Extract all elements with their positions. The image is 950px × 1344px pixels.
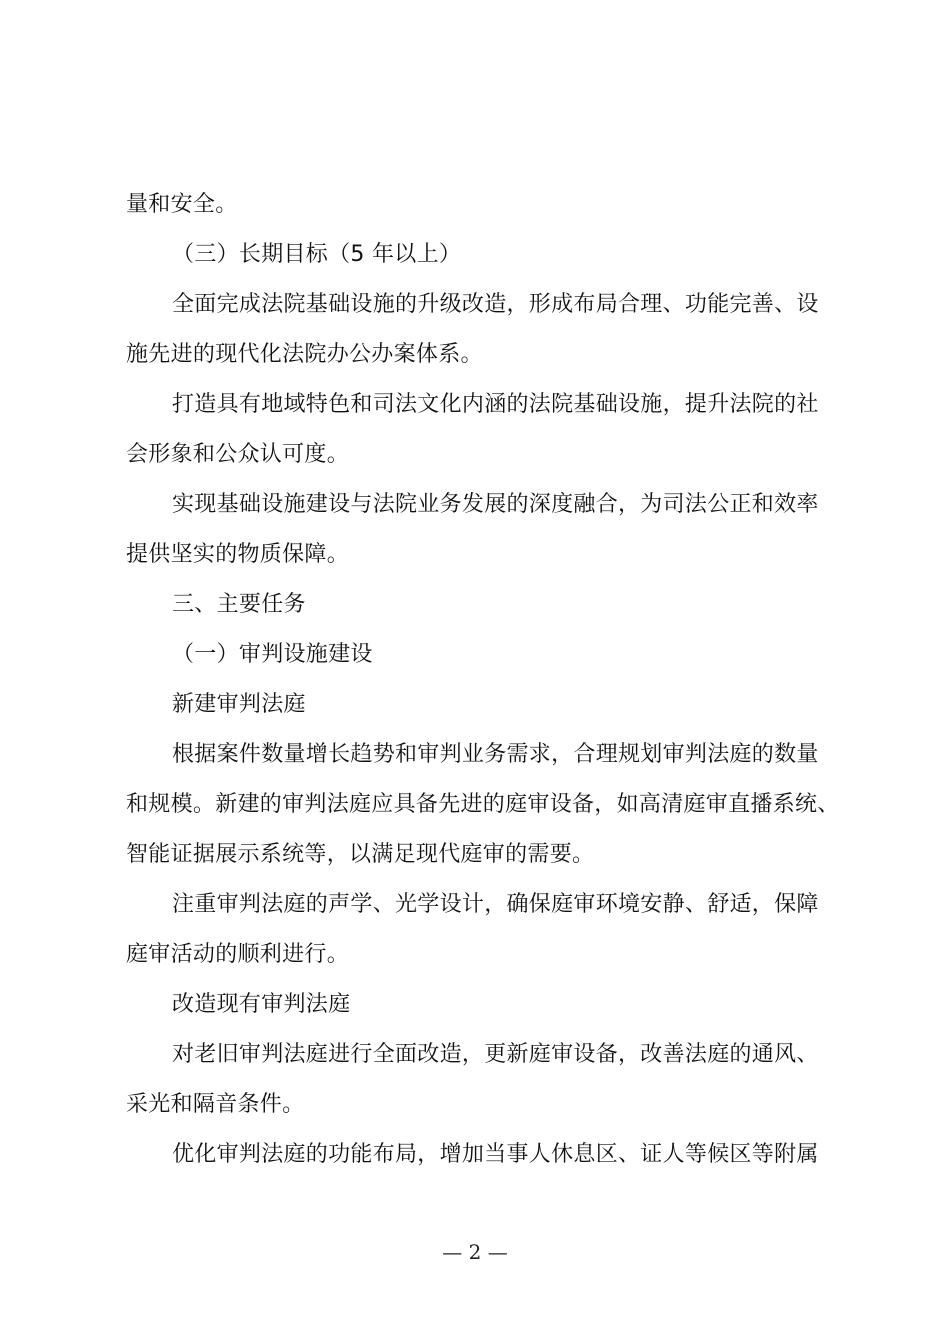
paragraph-line: 采光和隔音条件。	[126, 1092, 305, 1117]
paragraph-line: 智能证据展示系统等，以满足现代庭审的需要。	[126, 842, 595, 867]
paragraph-line: 量和安全。	[126, 192, 238, 217]
paragraph-line: 提供坚实的物质保障。	[126, 542, 350, 567]
paragraph-line: 对老旧审判法庭进行全面改造，更新庭审设备，改善法庭的通风、	[172, 1042, 819, 1067]
paragraph-line: 打造具有地域特色和司法文化内涵的法院基础设施，提升法院的社	[172, 392, 819, 417]
paragraph-line: 施先进的现代化法院办公办案体系。	[126, 342, 483, 367]
paragraph-line: 根据案件数量增长趋势和审判业务需求，合理规划审判法庭的数量	[172, 742, 819, 767]
paragraph-line: 优化审判法庭的功能布局，增加当事人休息区、证人等候区等附属	[172, 1142, 819, 1167]
subsection-heading: （一）审判设施建设	[172, 642, 373, 667]
paragraph-line: 实现基础设施建设与法院业务发展的深度融合，为司法公正和效率	[172, 492, 819, 517]
paragraph-line: 庭审活动的顺利进行。	[126, 942, 350, 967]
item-heading: 改造现有审判法庭	[172, 992, 351, 1017]
paragraph-line: 和规模。新建的审判法庭应具备先进的庭审设备，如高清庭审直播系统、	[126, 792, 840, 817]
paragraph-line: 全面完成法院基础设施的升级改造，形成布局合理、功能完善、设	[172, 292, 819, 317]
page-number: — 2 —	[442, 1240, 508, 1264]
paragraph-line: 会形象和公众认可度。	[126, 442, 350, 467]
item-heading: 新建审判法庭	[172, 692, 306, 717]
paragraph-line: 注重审判法庭的声学、光学设计，确保庭审环境安静、舒适，保障	[172, 892, 819, 917]
section-heading: 三、主要任务	[172, 592, 306, 617]
section-heading: （三）长期目标（5 年以上）	[172, 242, 462, 267]
